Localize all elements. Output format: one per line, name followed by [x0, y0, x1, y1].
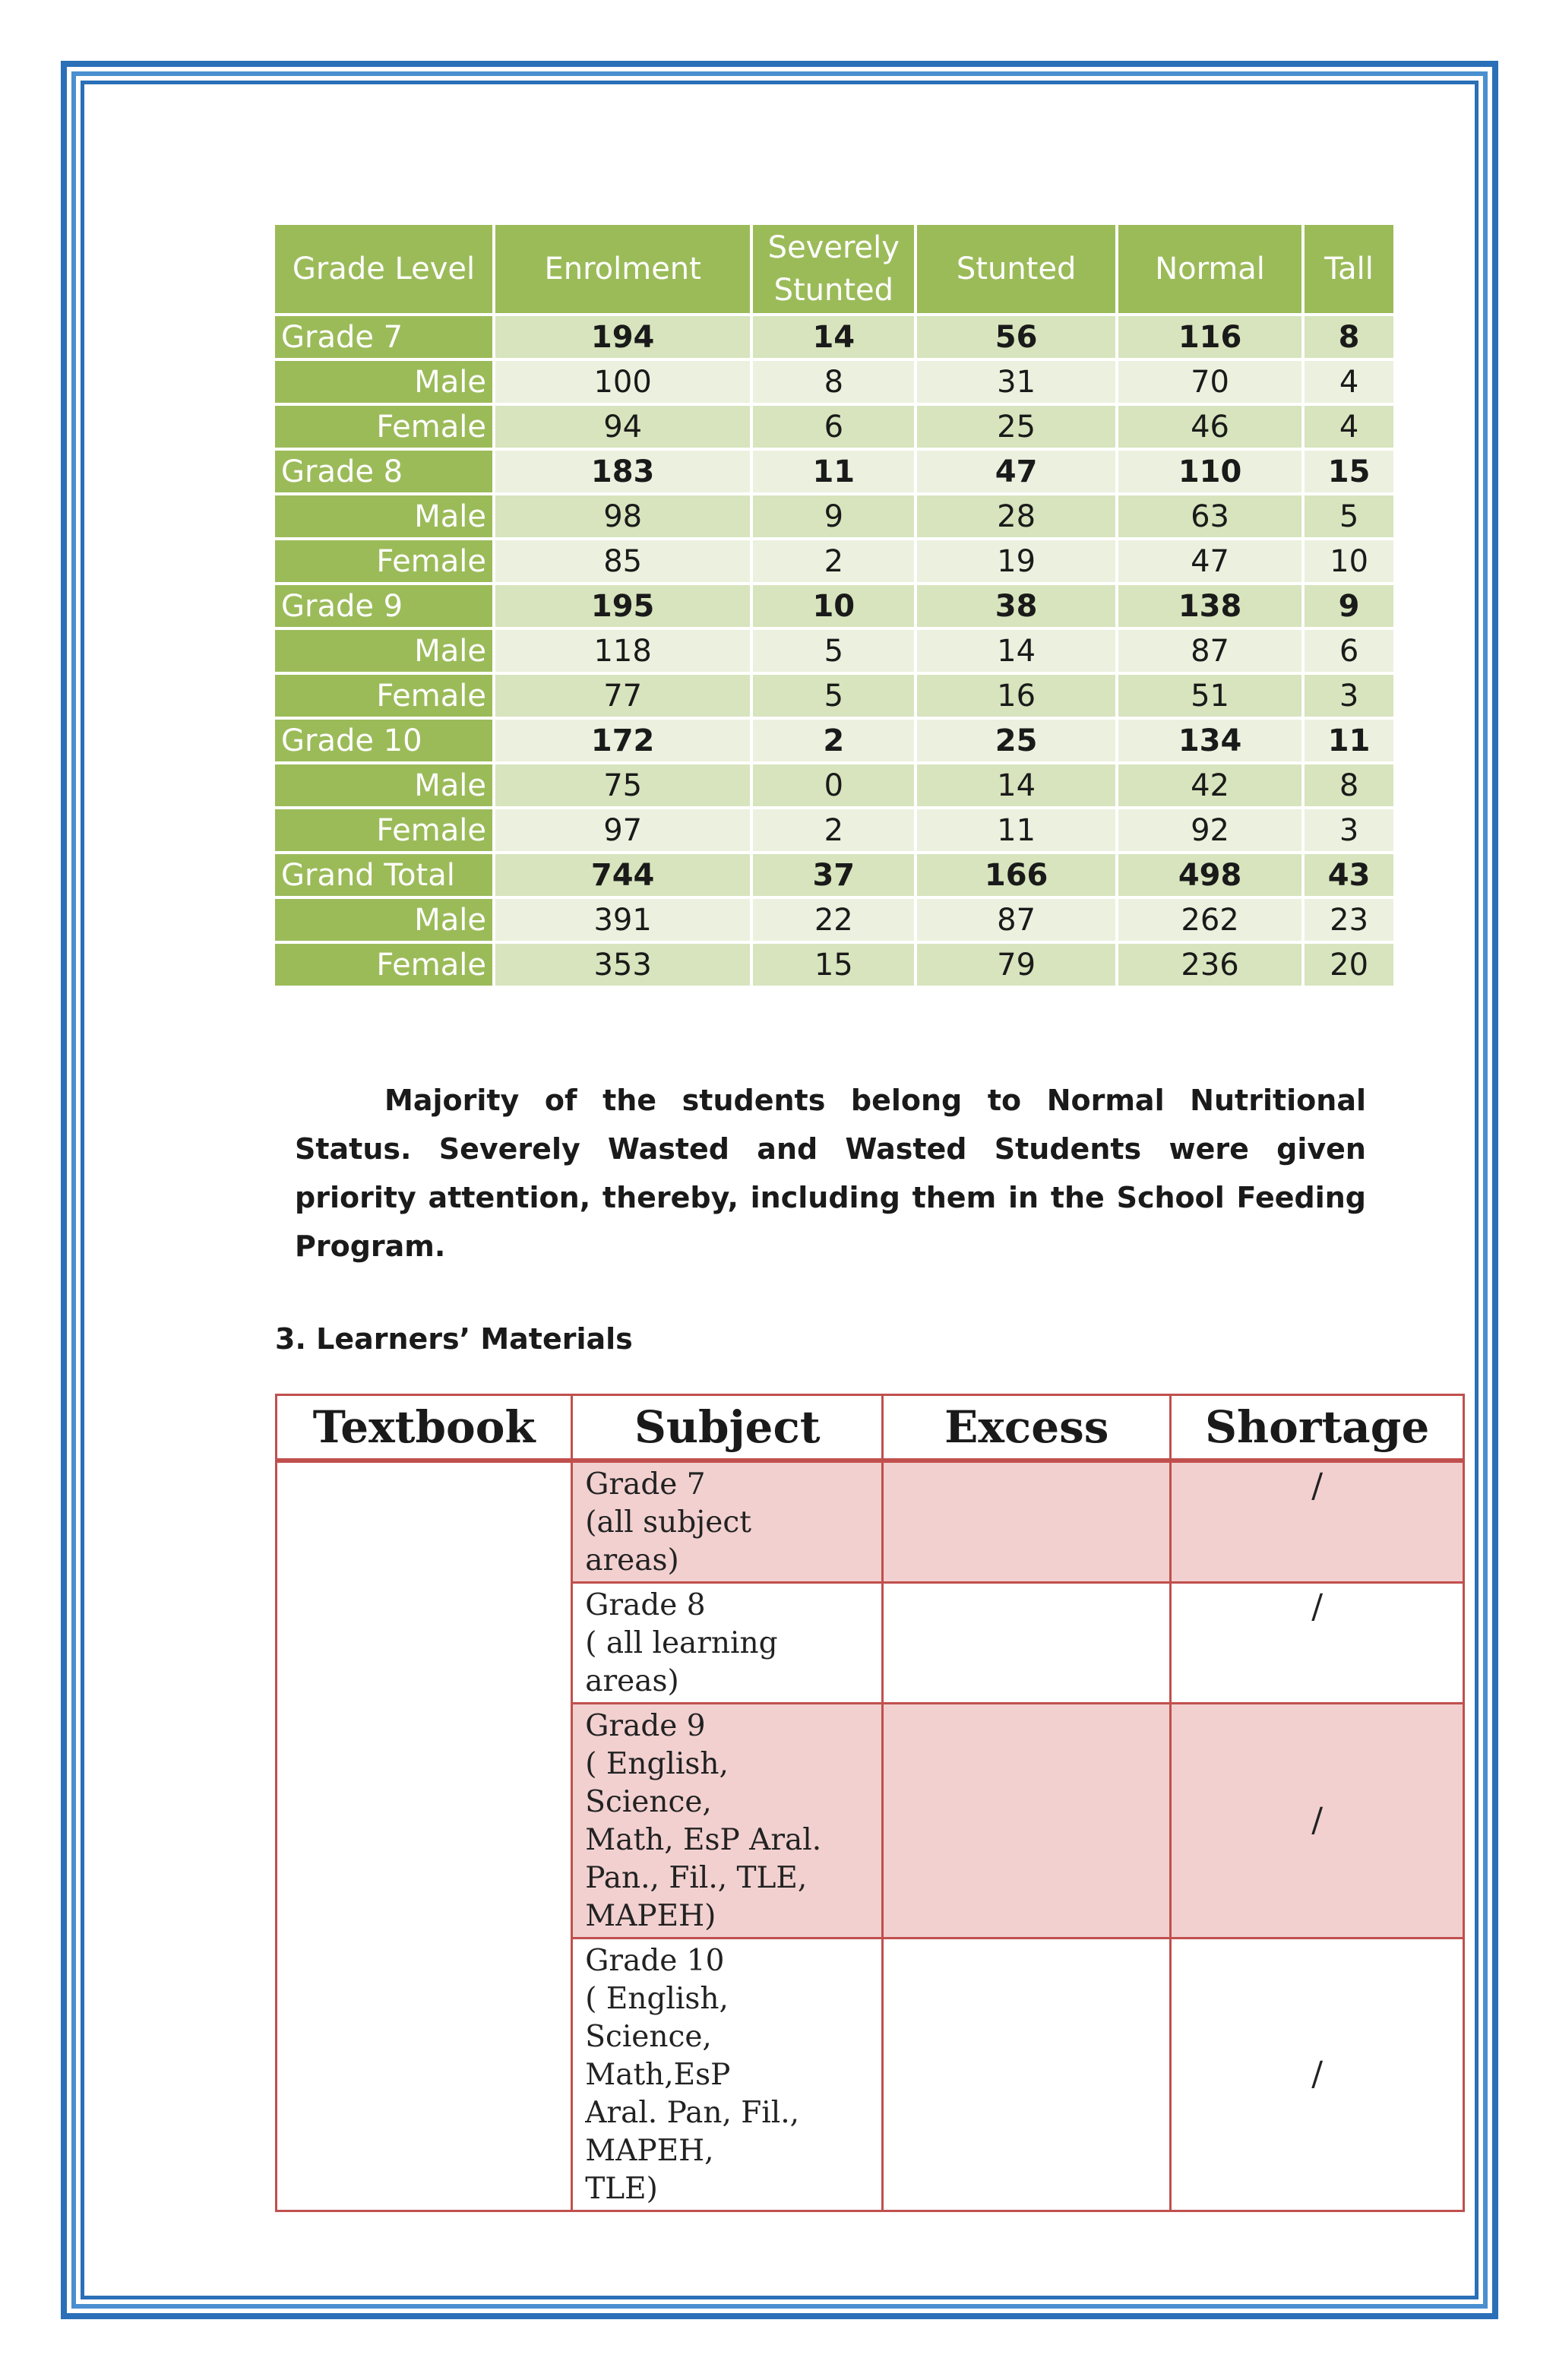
nutrition-cell: 166: [917, 851, 1118, 896]
nutrition-cell: 195: [495, 582, 753, 627]
nutrition-row: [275, 448, 1393, 492]
excess-cell: [883, 1461, 1171, 1583]
nutrition-cell: 43: [1305, 851, 1393, 896]
row-label: Grade 8: [275, 448, 495, 492]
nutrition-cell: 70: [1118, 358, 1305, 403]
materials-header-row: [277, 1395, 1464, 1461]
header-grade-level: Grade Level: [275, 225, 495, 313]
nutrition-cell: 4: [1305, 358, 1393, 403]
materials-row: [277, 1461, 1464, 1583]
nutrition-cell: 3: [1305, 672, 1393, 717]
nutrition-cell: 23: [1305, 896, 1393, 941]
nutrition-cell: 14: [917, 761, 1118, 806]
nutrition-cell: 262: [1118, 896, 1305, 941]
header-textbook: Textbook: [277, 1395, 572, 1461]
nutrition-cell: 51: [1118, 672, 1305, 717]
nutrition-row: [275, 313, 1393, 358]
nutritional-status-table: [275, 225, 1393, 986]
nutrition-cell: 172: [495, 717, 753, 761]
nutrition-cell: 5: [1305, 492, 1393, 537]
nutrition-cell: 134: [1118, 717, 1305, 761]
row-label: Grade 7: [275, 313, 495, 358]
excess-cell: [883, 1583, 1171, 1704]
nutrition-cell: 6: [1305, 627, 1393, 672]
nutrition-cell: 77: [495, 672, 753, 717]
nutrition-cell: 56: [917, 313, 1118, 358]
nutrition-cell: 47: [1118, 537, 1305, 582]
nutrition-cell: 118: [495, 627, 753, 672]
nutrition-row: [275, 761, 1393, 806]
nutrition-cell: 5: [753, 672, 917, 717]
nutrition-row: [275, 717, 1393, 761]
nutrition-cell: 5: [753, 627, 917, 672]
row-label: Male: [275, 896, 495, 941]
nutrition-cell: 138: [1118, 582, 1305, 627]
nutrition-cell: 20: [1305, 941, 1393, 986]
shortage-cell: /: [1171, 1583, 1464, 1704]
subject-cell: Grade 10 ( English, Science, Math,EsP Aral. Pan, Fil., MAPEH, TLE): [572, 1938, 883, 2211]
nutrition-cell: 16: [917, 672, 1118, 717]
nutrition-cell: 236: [1118, 941, 1305, 986]
nutrition-cell: 9: [753, 492, 917, 537]
header-tall: Tall: [1305, 225, 1393, 313]
subject-cell: Grade 8 ( all learning areas): [572, 1583, 883, 1704]
nutrition-row: [275, 806, 1393, 851]
nutrition-cell: 0: [753, 761, 917, 806]
nutrition-cell: 2: [753, 717, 917, 761]
paragraph-text: Majority of the students belong to Normal Nutritional Status. Severely Wasted and Wasted Students were given priority attention, thereby, including them in the School Feeding Program.: [295, 1084, 1366, 1263]
nutrition-cell: 2: [753, 806, 917, 851]
nutrition-cell: 744: [495, 851, 753, 896]
nutrition-cell: 87: [1118, 627, 1305, 672]
nutrition-cell: 47: [917, 448, 1118, 492]
nutrition-cell: 8: [753, 358, 917, 403]
nutrition-summary-paragraph: [295, 1076, 1366, 1271]
nutrition-row: [275, 672, 1393, 717]
row-label: Female: [275, 806, 495, 851]
nutrition-row: [275, 896, 1393, 941]
nutrition-row: [275, 582, 1393, 627]
nutrition-cell: 25: [917, 717, 1118, 761]
row-label: Female: [275, 537, 495, 582]
section-title-learners-materials: 3. Learners’ Materials: [275, 1322, 633, 1356]
nutrition-cell: 183: [495, 448, 753, 492]
nutrition-cell: 8: [1305, 313, 1393, 358]
nutrition-cell: 97: [495, 806, 753, 851]
nutrition-cell: 498: [1118, 851, 1305, 896]
nutrition-row: [275, 537, 1393, 582]
subject-cell: Grade 7 (all subject areas): [572, 1461, 883, 1583]
nutrition-cell: 14: [917, 627, 1118, 672]
row-label: Male: [275, 627, 495, 672]
nutrition-cell: 9: [1305, 582, 1393, 627]
nutrition-cell: 79: [917, 941, 1118, 986]
nutrition-cell: 22: [753, 896, 917, 941]
materials-table-body: [277, 1461, 1464, 2211]
nutrition-cell: 37: [753, 851, 917, 896]
nutrition-cell: 87: [917, 896, 1118, 941]
nutrition-table-body: [275, 313, 1393, 986]
row-label: Female: [275, 672, 495, 717]
nutrition-header-row: [275, 225, 1393, 313]
row-label: Grade 9: [275, 582, 495, 627]
shortage-cell: /: [1171, 1938, 1464, 2211]
nutrition-cell: 10: [1305, 537, 1393, 582]
nutrition-cell: 25: [917, 403, 1118, 448]
header-stunted: Stunted: [917, 225, 1118, 313]
row-label: Male: [275, 358, 495, 403]
subject-cell: Grade 9 ( English, Science, Math, EsP Aral. Pan., Fil., TLE, MAPEH): [572, 1704, 883, 1938]
learners-materials-table: [275, 1394, 1465, 2212]
nutrition-cell: 38: [917, 582, 1118, 627]
nutrition-cell: 2: [753, 537, 917, 582]
nutrition-cell: 194: [495, 313, 753, 358]
nutrition-cell: 391: [495, 896, 753, 941]
row-label: Female: [275, 941, 495, 986]
shortage-cell: /: [1171, 1461, 1464, 1583]
nutrition-cell: 15: [753, 941, 917, 986]
nutrition-cell: 75: [495, 761, 753, 806]
header-excess: Excess: [883, 1395, 1171, 1461]
row-label: Male: [275, 761, 495, 806]
nutrition-row: [275, 941, 1393, 986]
excess-cell: [883, 1704, 1171, 1938]
nutrition-cell: 110: [1118, 448, 1305, 492]
nutrition-cell: 116: [1118, 313, 1305, 358]
nutrition-cell: 11: [1305, 717, 1393, 761]
nutrition-cell: 28: [917, 492, 1118, 537]
nutrition-cell: 94: [495, 403, 753, 448]
header-shortage: Shortage: [1171, 1395, 1464, 1461]
nutrition-cell: 46: [1118, 403, 1305, 448]
nutrition-cell: 11: [917, 806, 1118, 851]
nutrition-cell: 11: [753, 448, 917, 492]
nutrition-row: [275, 851, 1393, 896]
nutrition-cell: 100: [495, 358, 753, 403]
header-subject: Subject: [572, 1395, 883, 1461]
nutrition-cell: 15: [1305, 448, 1393, 492]
header-enrolment: Enrolment: [495, 225, 753, 313]
row-label: Female: [275, 403, 495, 448]
nutrition-row: [275, 358, 1393, 403]
nutrition-row: [275, 627, 1393, 672]
nutrition-cell: 10: [753, 582, 917, 627]
nutrition-cell: 3: [1305, 806, 1393, 851]
header-normal: Normal: [1118, 225, 1305, 313]
nutrition-row: [275, 492, 1393, 537]
row-label: Male: [275, 492, 495, 537]
textbook-cell: [277, 1461, 572, 2211]
nutrition-cell: 14: [753, 313, 917, 358]
shortage-cell: /: [1171, 1704, 1464, 1938]
row-label: Grand Total: [275, 851, 495, 896]
nutrition-cell: 85: [495, 537, 753, 582]
nutrition-cell: 31: [917, 358, 1118, 403]
nutrition-cell: 19: [917, 537, 1118, 582]
nutrition-cell: 98: [495, 492, 753, 537]
row-label: Grade 10: [275, 717, 495, 761]
nutrition-cell: 8: [1305, 761, 1393, 806]
excess-cell: [883, 1938, 1171, 2211]
nutrition-cell: 353: [495, 941, 753, 986]
nutrition-cell: 63: [1118, 492, 1305, 537]
nutrition-cell: 6: [753, 403, 917, 448]
nutrition-cell: 4: [1305, 403, 1393, 448]
nutrition-cell: 92: [1118, 806, 1305, 851]
nutrition-cell: 42: [1118, 761, 1305, 806]
nutrition-row: [275, 403, 1393, 448]
header-severely-stunted: Severely Stunted: [753, 225, 917, 313]
